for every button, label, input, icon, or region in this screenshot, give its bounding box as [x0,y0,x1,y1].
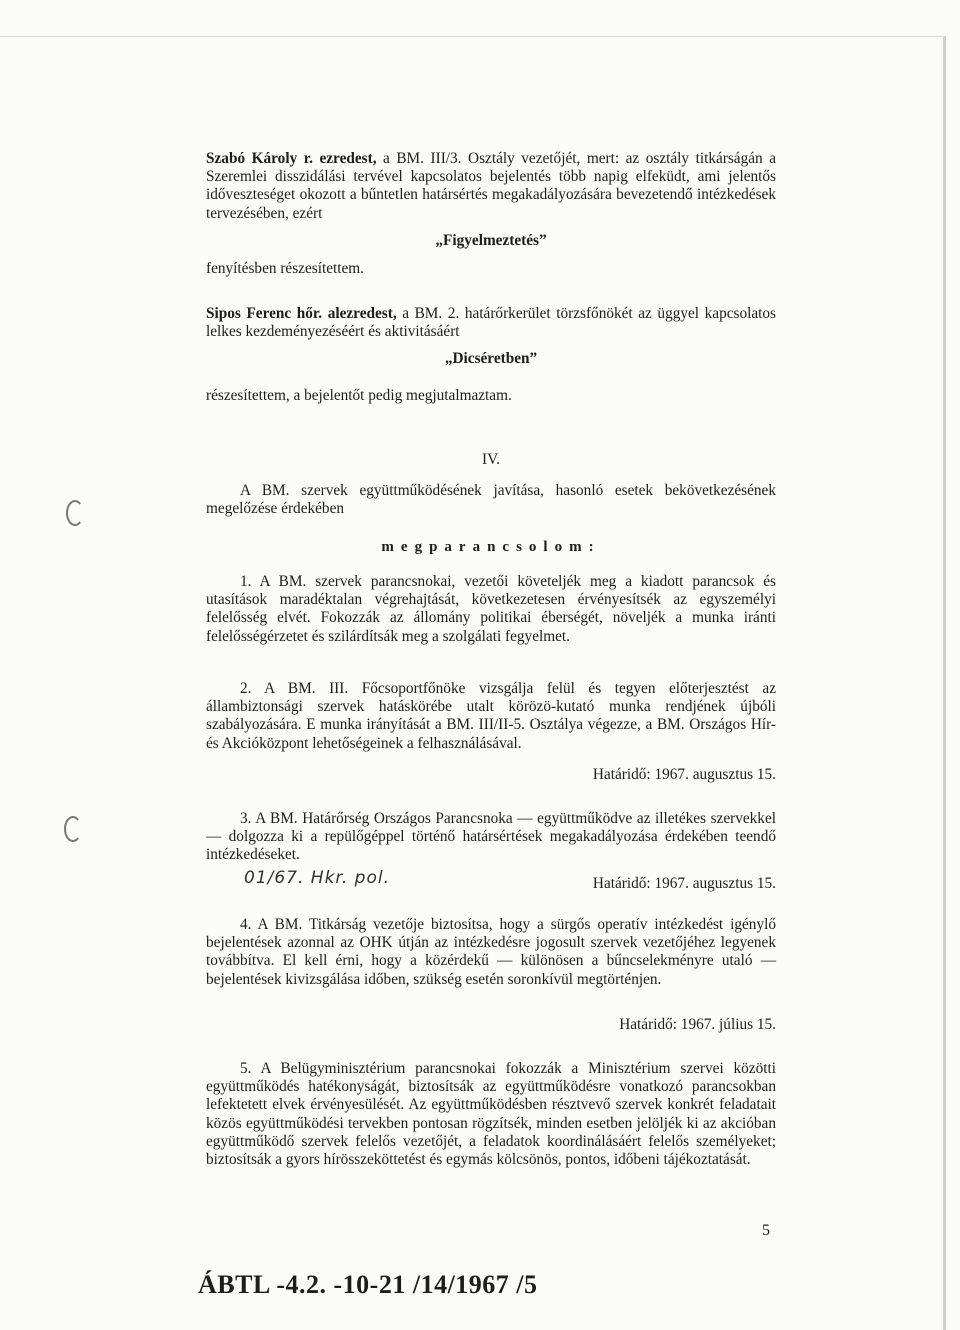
paragraph-sipos [206,305,776,341]
order-item-2: 2. A BM. III. Főcsoportfőnöke vizsgálja felül és tegyen előterjesztést az állambiztonsági szervek hatáskörébe utalt körözö-kutató munka rendjének újbóli szabályozására. E munka irányítását a BM. III/II-5. Osztálya végezze, a BM. Országos Hír- és Akcióközpont lehetőségeinek a felhasználásával. [206,680,776,752]
paragraph-end: részesítettem, a bejelentőt pedig megjutalmaztam. [206,387,512,404]
deadline: Határidő: 1967. augusztus 15. [592,875,776,892]
paragraph-lead: Szabó Károly r. ezredest, [206,150,377,167]
paragraph-end: fenyítésben részesítettem. [206,260,365,277]
order-item-5: 5. A Belügyminisztérium parancsnokai fokozzák a Minisztérium szervei közötti együttműködés hatékonyságát, biztosítsák az együttműködésre vonatkozó parancsokban lefektetett elvek érvényesülését. Az együttműködésben résztvevő szervek konkrét feladatait közös együttműködési tervekben pontosan rögzítsék, minden esetben jelöljék ki az akcióban együttműködő szervek felelős vezetőjét, a feladatok koordinálásáért felelős személyeket; biztosítsák a gyors hírösszeköttetést és egymás kölcsönös, pontos, időbeni tájékoztatását. [206,1060,776,1169]
page-number: 5 [762,1222,770,1239]
handwritten-note: 01/67. Hkr. pol. [244,868,390,888]
deadline: Határidő: 1967. augusztus 15. [592,766,776,783]
section-intro: A BM. szervek együttműködésének javítása, hasonló esetek bekövetkezésének megelőzése érdekében [206,482,776,518]
order-item-1: 1. A BM. szervek parancsnokai, vezetői követeljék meg a kiadott parancsok és utasítások maradéktalan végrehajtását, következetesen érvényesítsék az egyszemélyi felelősség elvét. Fokozzák az állomány politikai éberségét, növeljék a munka iránti felelősségérzetet és szilárdítsák meg a szolgálati fegyelmet. [206,573,776,645]
warning-heading: „Figyelmeztetés” [435,232,547,249]
order-item-4: 4. A BM. Titkárság vezetője biztosítsa, hogy a sürgős operatív intézkedést igénylő bejelentések azonnal az OHK útján az intézkedésre jogosult szervek vezetőjéhez legyenek továbbítva. El kell érni, hogy a közérdekű — különösen a bűncselekményre utaló — bejelentések kivizsgálása időben, szükség esetén soronkívül megtörténjen. [206,916,776,988]
paragraph-szabo [206,150,776,223]
paragraph-lead: Sipos Ferenc hőr. alezredest, [206,305,397,322]
deadline: Határidő: 1967. július 15. [619,1016,776,1033]
archive-reference: ÁBTL -4.2. -10-21 /14/1967 /5 [198,1270,538,1299]
punch-hole-mark [66,500,84,526]
order-item-3: 3. A BM. Határőrség Országos Parancsnoka — együttműködve az illetékes szervekkel — dolgozza ki a repülőgéppel történő határsértések megakadályozása érdekében teendő intézkedéseket. [206,810,776,864]
punch-hole-mark [64,816,82,842]
paragraph-body: a BM. III/3. Osztály vezetőjét, mert: az osztály titkárságán a Szeremlei disszidálási tervével kapcsolatos bejelentés több napig elfeküdt, ami jelentős időveszteséget okozott a bűntetlen határsértés megakadályozására bevezetendő intézkedések tervezésében, ezért [206,150,776,222]
paragraph-body: a BM. 2. határőrkerület törzsfőnökét az üggyel kapcsolatos lelkes kezdeményezéséért és aktivitásáért [206,305,777,341]
praise-heading: „Dicséretben” [444,350,538,367]
order-heading: megparancsolom: [381,539,601,555]
section-number: IV. [482,451,500,468]
